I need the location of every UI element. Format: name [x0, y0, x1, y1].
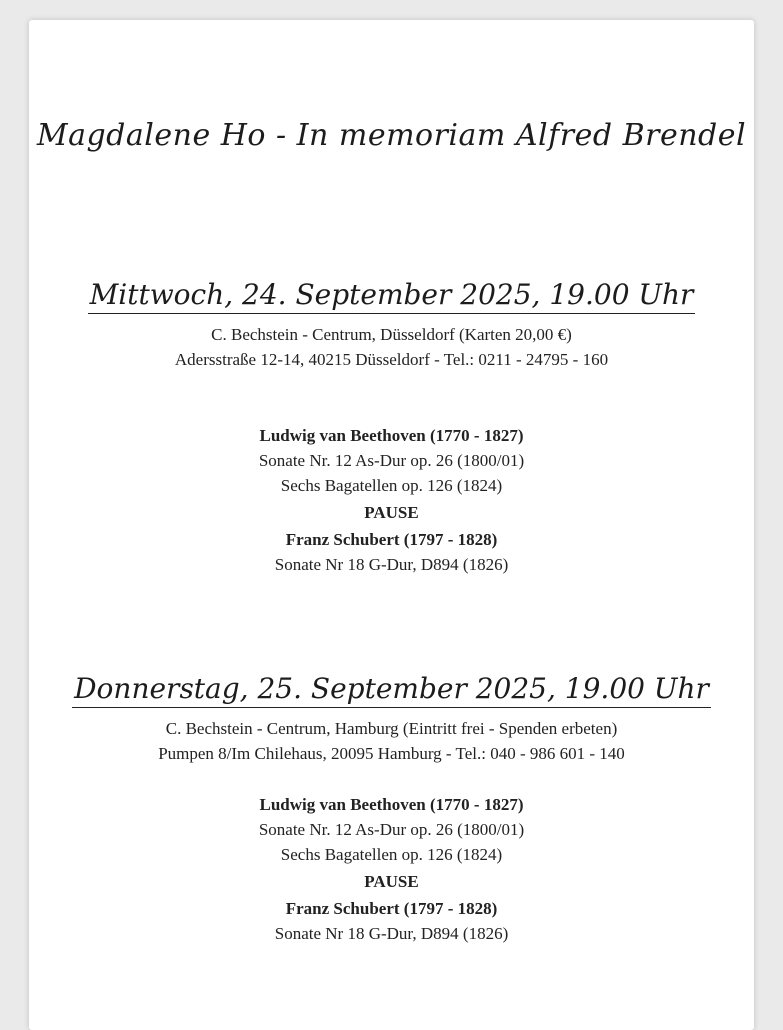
program-1-composer-row-2 [29, 527, 754, 552]
document-page [29, 20, 754, 1030]
program-2-composer-1: Ludwig van Beethoven [259, 795, 426, 814]
event-date-2 [29, 672, 754, 708]
program-1-work-3: Sonate Nr 18 G-Dur, D894 (1826) [274, 555, 509, 574]
event-date-1-text: Mittwoch, 24. September 2025, 19.00 Uhr [88, 278, 696, 314]
program-2-work-1: Sonate Nr. 12 As-Dur op. 26 (1800/01) [258, 820, 525, 839]
program-2-composer-1-years: (1770 - 1827) [430, 795, 524, 814]
program-1-composer-1: Ludwig van Beethoven [259, 426, 426, 445]
program-1 [29, 423, 754, 577]
event-venue-1 [29, 322, 754, 372]
program-2-work-3: Sonate Nr 18 G-Dur, D894 (1826) [274, 924, 509, 943]
program-1-composer-2: Franz Schubert [285, 530, 400, 549]
program-2 [29, 792, 754, 946]
event-date-2-text: Donnerstag, 25. September 2025, 19.00 Uhr [72, 672, 711, 708]
event-venue-1-line2: Adersstraße 12-14, 40215 Düsseldorf - Tel.: 0211 - 24795 - 160 [174, 350, 609, 369]
program-1-work-2: Sechs Bagatellen op. 126 (1824) [280, 476, 503, 495]
event-venue-2-line1: C. Bechstein - Centrum, Hamburg (Eintritt frei - Spenden erbeten) [165, 719, 618, 738]
event-venue-2-line2: Pumpen 8/Im Chilehaus, 20095 Hamburg - Tel.: 040 - 986 601 - 140 [158, 744, 625, 763]
program-1-composer-2-years: (1797 - 1828) [403, 530, 498, 549]
program-1-composer-1-years: (1770 - 1827) [430, 426, 524, 445]
program-2-composer-row-1 [29, 792, 754, 817]
event-venue-1-line1: C. Bechstein - Centrum, Düsseldorf (Karten 20,00 €) [211, 325, 572, 344]
program-1-composer-row-1 [29, 423, 754, 448]
program-1-work-1: Sonate Nr. 12 As-Dur op. 26 (1800/01) [258, 451, 525, 470]
program-2-pause: PAUSE [364, 872, 419, 891]
program-2-work-2: Sechs Bagatellen op. 126 (1824) [280, 845, 503, 864]
program-2-composer-2: Franz Schubert [285, 899, 400, 918]
program-2-composer-row-2 [29, 896, 754, 921]
event-date-1 [29, 278, 754, 314]
document-title: Magdalene Ho - In memoriam Alfred Brendel [36, 118, 747, 153]
program-1-pause: PAUSE [364, 503, 419, 522]
event-venue-2 [29, 716, 754, 766]
program-2-composer-2-years: (1797 - 1828) [403, 899, 498, 918]
